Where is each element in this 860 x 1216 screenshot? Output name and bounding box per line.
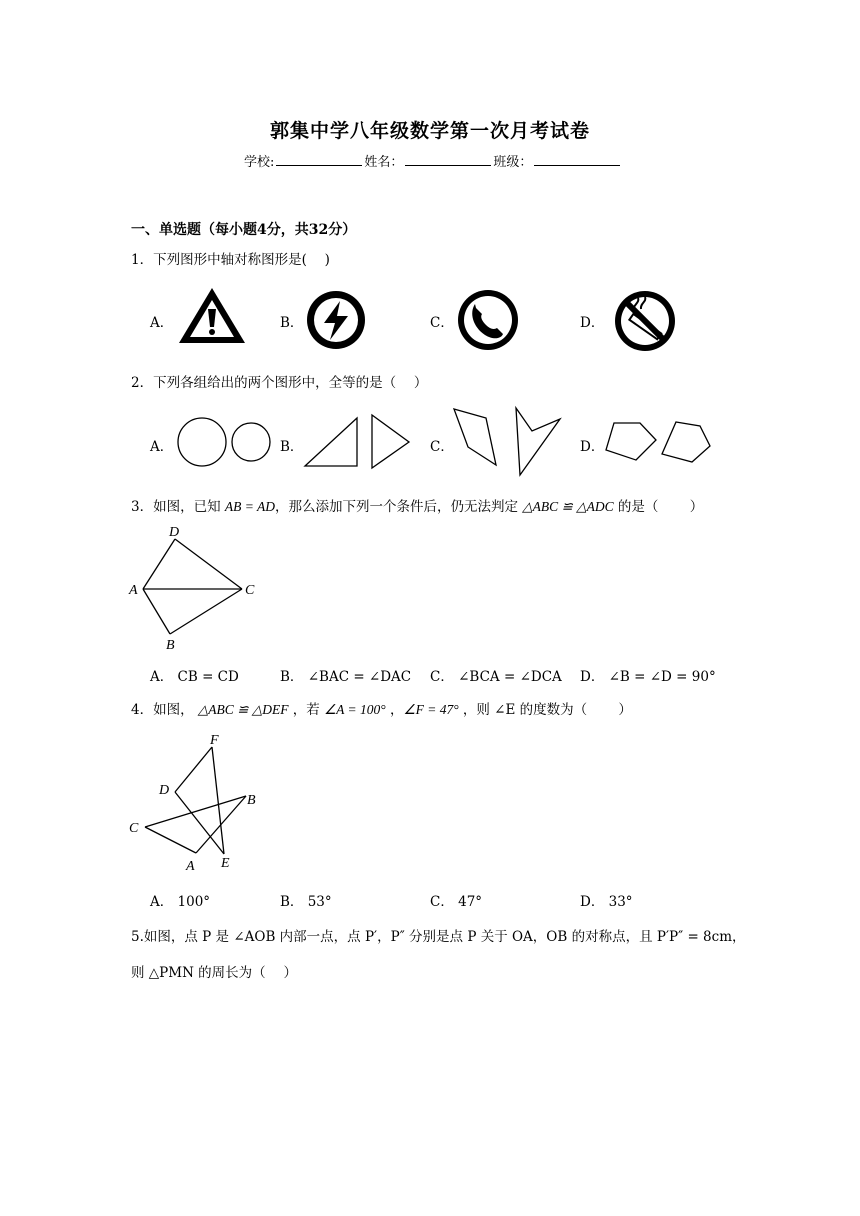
q1-option-d[interactable]: D． — [580, 315, 605, 331]
q3-option-d[interactable]: D． ∠B = ∠D = 90° — [580, 669, 716, 685]
q4-angle-a: ∠A = 100° — [324, 702, 386, 717]
question-2-stem: 2．下列各组给出的两个图形中，全等的是（ ） — [131, 375, 428, 391]
q4-label-b: B — [247, 793, 256, 808]
q2-figure-quadrilaterals — [448, 405, 568, 480]
q4-figure-triangles — [125, 728, 275, 876]
q4-option-d[interactable]: D． 33° — [580, 894, 633, 910]
question-3-stem: 3．如图，已知 AB = AD，那么添加下列一个条件后，仍无法判定 △ABC ≌ △ADC 的是（ ） — [131, 499, 704, 515]
page-title: 郭集中学八年级数学第一次月考试卷 — [269, 120, 590, 142]
name-label: 姓名： — [364, 155, 404, 170]
question-1-stem: 1．下列图形中轴对称图形是( ) — [131, 252, 330, 268]
q3-given-equation: AB = AD — [224, 499, 275, 514]
q2-figure-circles — [170, 412, 275, 472]
student-info — [244, 151, 622, 170]
q4-label-f: F — [210, 733, 219, 748]
q1-option-b[interactable]: B． — [280, 315, 304, 331]
q1-option-a[interactable]: A． — [150, 315, 174, 331]
no-smoking-icon — [610, 287, 680, 355]
name-blank[interactable] — [405, 153, 491, 166]
q2-figure-pentagons — [600, 418, 718, 466]
q4-label-c: C — [129, 821, 139, 836]
lightning-circle-icon — [304, 288, 368, 352]
q1-option-c[interactable]: C． — [430, 315, 454, 331]
class-label: 班级： — [493, 155, 533, 170]
q4-label-a: A — [186, 859, 195, 874]
question-5-stem-line2: 则 △PMN 的周长为（ ） — [131, 965, 297, 981]
q4-congruence: △ABC ≌ △DEF — [197, 702, 289, 717]
question-4-stem: 4．如图， △ABC ≌ △DEF ，若 ∠A = 100° ，∠F = 47° ，则 ∠E 的度数为（ ） — [131, 702, 632, 718]
q4-option-b[interactable]: B． 53° — [280, 894, 332, 910]
question-5-stem-line1: 5.如图，点 P 是 ∠AOB 内部一点，点 P′，P″ 分别是点 P 关于 OA，OB 的对称点，且 P′P″ = 8cm， — [131, 929, 746, 945]
q2-option-d[interactable]: D． — [580, 439, 605, 455]
warning-triangle-icon — [176, 285, 248, 347]
q3-label-c: C — [245, 583, 255, 598]
q3-label-d: D — [169, 525, 180, 540]
class-blank[interactable] — [534, 153, 620, 166]
q3-label-a: A — [129, 583, 138, 598]
q2-option-a[interactable]: A． — [150, 439, 174, 455]
section-heading: 一、单选题（每小题4分，共32分） — [131, 222, 357, 238]
q3-option-c[interactable]: C． ∠BCA = ∠DCA — [430, 669, 562, 685]
q3-option-a[interactable]: A． CB = CD — [150, 669, 239, 685]
q4-option-a[interactable]: A． 100° — [150, 894, 211, 910]
q3-congruence: △ABC ≌ △ADC — [522, 499, 614, 514]
phone-circle-icon — [455, 287, 521, 353]
q3-figure-quadrilateral — [125, 522, 265, 654]
q2-figure-triangles — [300, 410, 415, 472]
q3-option-b[interactable]: B． ∠BAC = ∠DAC — [280, 669, 412, 685]
school-blank[interactable] — [276, 153, 362, 166]
school-label: 学校: — [244, 155, 275, 170]
q2-option-c[interactable]: C． — [430, 439, 454, 455]
q4-angle-f: ∠F = 47° — [403, 702, 459, 717]
q2-option-b[interactable]: B． — [280, 439, 304, 455]
q4-option-c[interactable]: C． 47° — [430, 894, 483, 910]
q4-label-e: E — [221, 856, 230, 871]
q3-label-b: B — [166, 638, 175, 653]
q4-label-d: D — [159, 783, 170, 798]
